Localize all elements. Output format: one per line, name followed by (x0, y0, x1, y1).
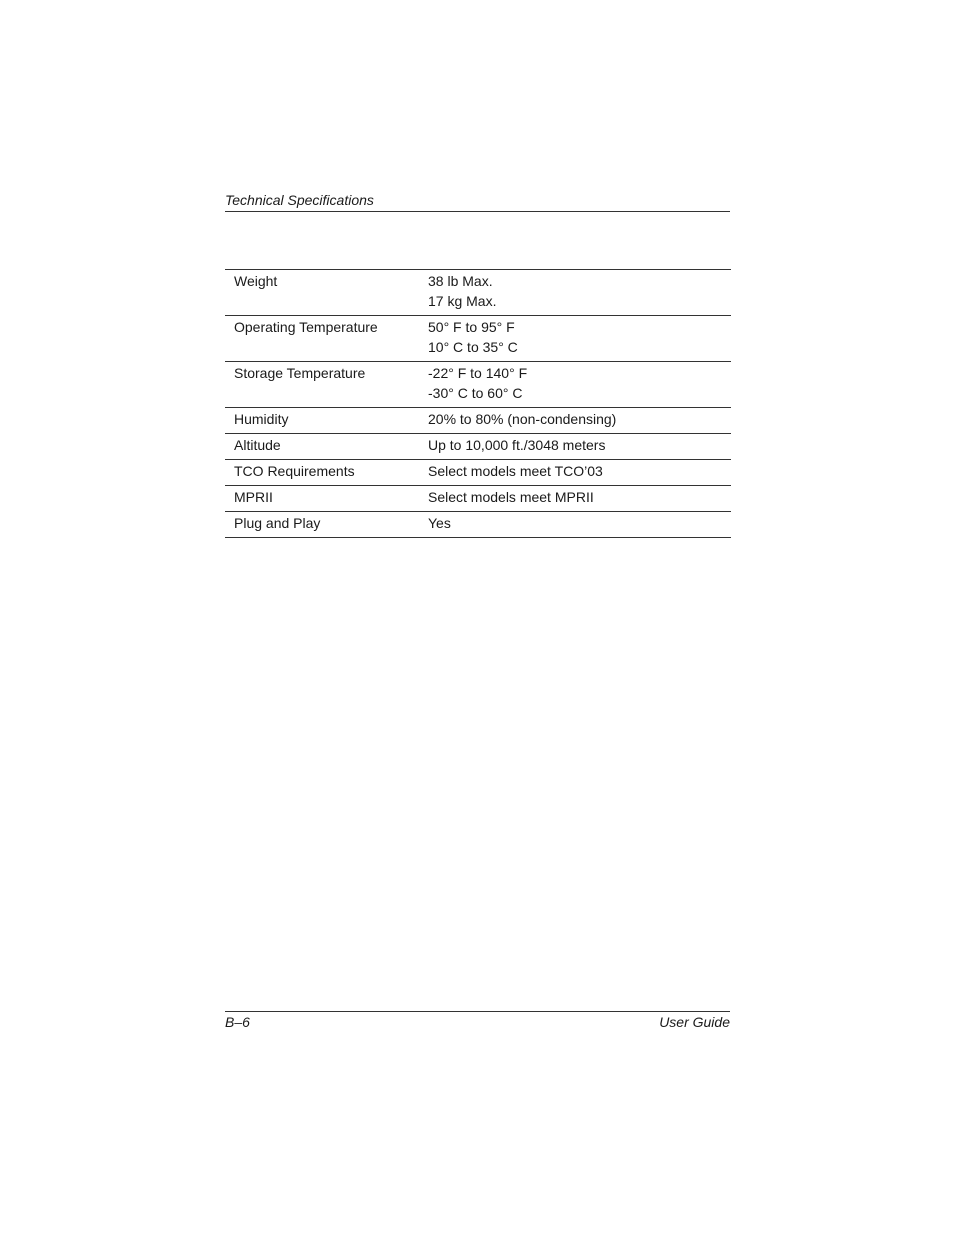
table-row (225, 316, 731, 362)
spec-label: Altitude (234, 437, 281, 453)
table-row (225, 434, 731, 460)
spec-value-line: Up to 10,000 ft./3048 meters (428, 437, 606, 453)
spec-value-line: 50° F to 95° F (428, 319, 515, 335)
spec-value (428, 487, 731, 507)
document-title: User Guide (659, 1014, 730, 1030)
spec-label: Weight (234, 273, 278, 289)
spec-value-line: Select models meet MPRII (428, 489, 594, 505)
spec-value (428, 513, 731, 533)
spec-label: MPRII (234, 489, 273, 505)
spec-value-line: 38 lb Max. (428, 273, 493, 289)
table-row (225, 362, 731, 408)
spec-value (428, 461, 731, 481)
spec-table (225, 269, 731, 538)
table-row (225, 270, 731, 316)
spec-value (428, 363, 731, 403)
table-row (225, 408, 731, 434)
spec-value (428, 317, 731, 357)
spec-value (428, 409, 731, 429)
spec-value-line: Select models meet TCO’03 (428, 463, 603, 479)
spec-label: Storage Temperature (234, 365, 366, 381)
spec-label: Plug and Play (234, 515, 321, 531)
table-row (225, 512, 731, 538)
running-header: Technical Specifications (225, 192, 374, 208)
table-row (225, 460, 731, 486)
spec-label: TCO Requirements (234, 463, 355, 479)
spec-value-line: 20% to 80% (non-condensing) (428, 411, 617, 427)
page-footer (225, 1012, 730, 1032)
spec-value (428, 271, 731, 311)
spec-value-line: Yes (428, 515, 451, 531)
spec-value-line: 10° C to 35° C (428, 339, 518, 355)
spec-value-line: 17 kg Max. (428, 293, 497, 309)
header-rule (225, 211, 730, 212)
spec-label: Operating Temperature (234, 319, 378, 335)
spec-value (428, 435, 731, 455)
spec-label: Humidity (234, 411, 289, 427)
page-number: B–6 (225, 1014, 250, 1030)
spec-value-line: -22° F to 140° F (428, 365, 528, 381)
spec-value-line: -30° C to 60° C (428, 385, 523, 401)
table-row (225, 486, 731, 512)
